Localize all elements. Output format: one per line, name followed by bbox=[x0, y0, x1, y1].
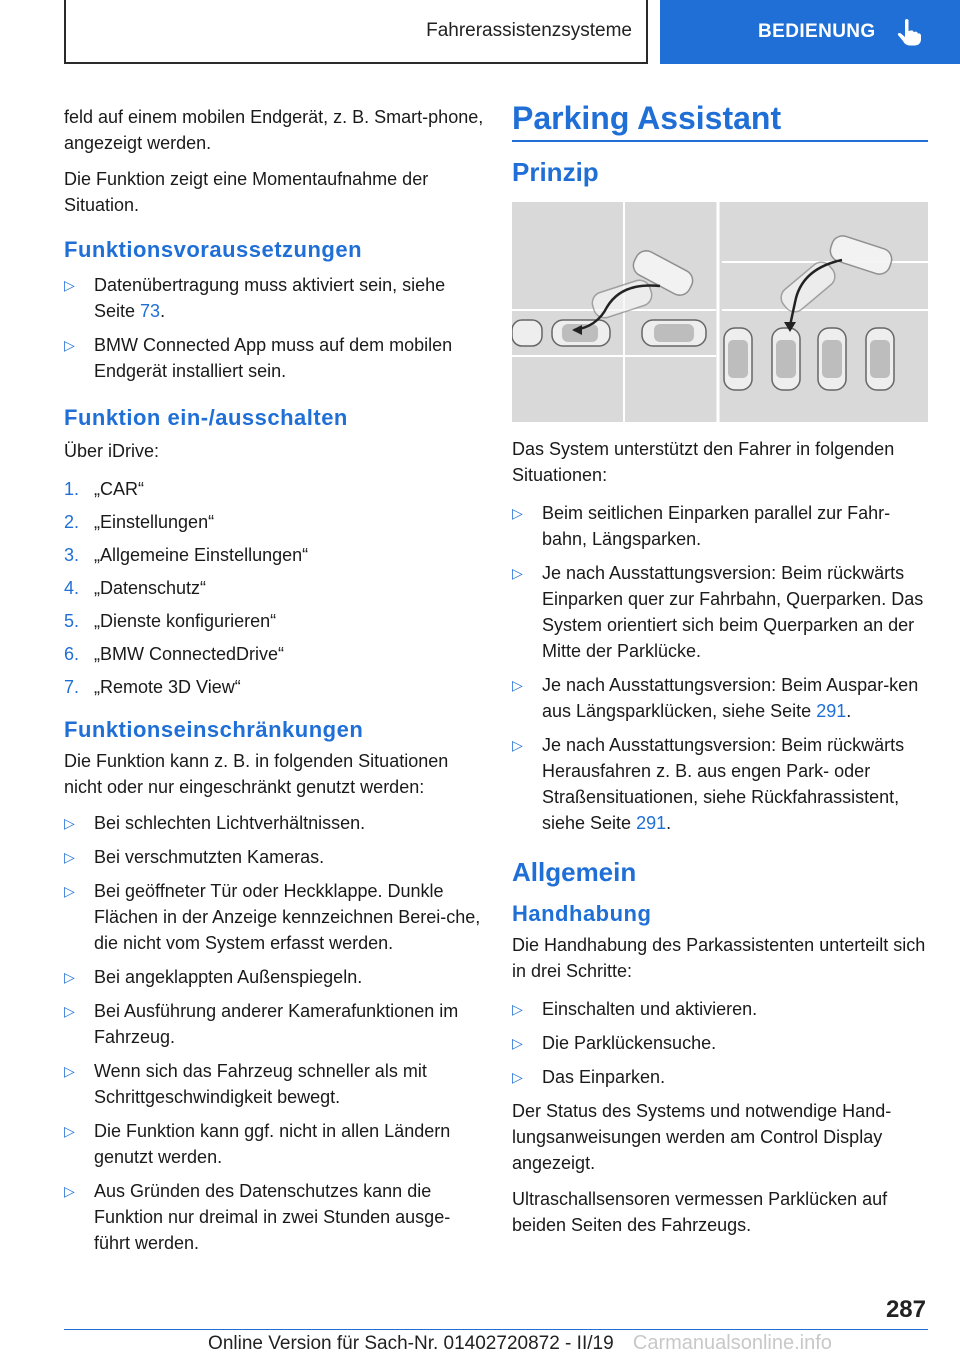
step-text: „Dienste konfigurieren“ bbox=[94, 611, 277, 631]
list-item bbox=[512, 996, 928, 1022]
intro-paragraph-1: feld auf einem mobilen Endgerät, z. B. Smart‐phone, angezeigt werden. bbox=[64, 107, 484, 153]
list-item-text: Aus Gründen des Datenschutzes kann die Funktion nur dreimal in zwei Stunden ausge‐führt werden. bbox=[94, 1181, 451, 1253]
triangle-bullet-icon: ▷ bbox=[64, 969, 75, 985]
step-number: 7. bbox=[64, 677, 80, 697]
list-item-text: Bei verschmutzten Kameras. bbox=[94, 847, 325, 867]
step-item bbox=[64, 575, 484, 601]
list-item-punctuation: . bbox=[666, 813, 672, 833]
step-number: 6. bbox=[64, 644, 80, 664]
list-item bbox=[512, 672, 928, 724]
triangle-bullet-icon: ▷ bbox=[64, 1003, 75, 1019]
online-version-text: Online Version für Sach-Nr. 01402720872 - II/19 bbox=[208, 1333, 614, 1354]
list-item bbox=[64, 1178, 484, 1256]
handling-list bbox=[512, 996, 928, 1090]
list-item bbox=[64, 1118, 484, 1170]
list-item-text: Je nach Ausstattungsversion: Beim rückwärts Einparken quer zur Fahrbahn, Querparken. Das System orientiert sich beim Querparken an der Mitte der Parklücke. bbox=[542, 563, 924, 661]
pointing-hand-icon bbox=[896, 18, 922, 46]
list-item bbox=[64, 878, 484, 956]
triangle-bullet-icon: ▷ bbox=[512, 1069, 523, 1085]
title-rule bbox=[512, 98, 928, 142]
step-text: „Allgemeine Einstellungen“ bbox=[94, 545, 309, 565]
list-item bbox=[512, 732, 928, 836]
step-number: 3. bbox=[64, 545, 80, 565]
chapter-title: BEDIENUNG bbox=[758, 21, 876, 42]
list-item-text: Bei Ausführung anderer Kamerafunktionen im Fahrzeug. bbox=[94, 1001, 459, 1047]
step-text: „CAR“ bbox=[94, 479, 144, 499]
list-item bbox=[512, 1030, 928, 1056]
step-item bbox=[64, 476, 484, 502]
list-item bbox=[64, 810, 484, 836]
list-item-text: Je nach Ausstattungsversion: Beim Auspar‐ken aus Längsparklücken, siehe Seite bbox=[542, 675, 919, 721]
page-title: Parking Assistant bbox=[512, 100, 782, 136]
left-column bbox=[64, 104, 484, 1264]
page-reference-link[interactable]: 73 bbox=[140, 301, 161, 321]
car-parked-left-1 bbox=[512, 320, 542, 346]
triangle-bullet-icon: ▷ bbox=[512, 677, 523, 693]
running-header-section bbox=[64, 0, 648, 64]
handling-intro: Die Handhabung des Parkassistenten unterteilt sich in drei Schritte: bbox=[512, 935, 926, 981]
limitations-intro: Die Funktion kann z. B. in folgenden Situationen nicht oder nur eingeschränkt genutzt werden: bbox=[64, 751, 449, 797]
general-heading: Allgemein bbox=[512, 857, 637, 887]
list-item-text: Das Einparken. bbox=[542, 1067, 666, 1087]
triangle-bullet-icon: ▷ bbox=[512, 737, 523, 753]
triangle-bullet-icon: ▷ bbox=[512, 1001, 523, 1017]
step-item bbox=[64, 542, 484, 568]
step-item bbox=[64, 674, 484, 700]
list-item-punctuation: . bbox=[846, 701, 852, 721]
list-item-text: Die Funktion kann ggf. nicht in allen Ländern genutzt werden. bbox=[94, 1121, 451, 1167]
steps-list bbox=[64, 476, 484, 700]
watermark-text: Carmanualsonline.info bbox=[632, 1332, 832, 1354]
chapter-tab bbox=[660, 0, 960, 64]
list-item bbox=[64, 998, 484, 1050]
list-item-text: Bei schlechten Lichtverhältnissen. bbox=[94, 813, 366, 833]
step-item bbox=[64, 608, 484, 634]
principle-heading: Prinzip bbox=[512, 157, 599, 187]
sensors-paragraph: Ultraschallsensoren vermessen Parklücken auf beiden Seiten des Fahrzeugs. bbox=[512, 1189, 888, 1235]
requirements-list bbox=[64, 272, 484, 384]
list-item-punctuation: . bbox=[160, 301, 166, 321]
limitations-list bbox=[64, 810, 484, 1256]
list-item-text: Einschalten und aktivieren. bbox=[542, 999, 758, 1019]
list-item-text: Wenn sich das Fahrzeug schneller als mit Schrittgeschwindigkeit bewegt. bbox=[94, 1061, 427, 1107]
step-number: 4. bbox=[64, 578, 80, 598]
triangle-bullet-icon: ▷ bbox=[64, 849, 75, 865]
triangle-bullet-icon: ▷ bbox=[64, 1063, 75, 1079]
triangle-bullet-icon: ▷ bbox=[64, 277, 75, 293]
intro-paragraph-2: Die Funktion zeigt eine Momentaufnahme der Situation. bbox=[64, 169, 429, 215]
handling-heading: Handhabung bbox=[512, 901, 652, 926]
step-text: „Datenschutz“ bbox=[94, 578, 207, 598]
page-number: 287 bbox=[885, 1296, 926, 1323]
list-item-text: Beim seitlichen Einparken parallel zur Fahr‐bahn, Längsparken. bbox=[542, 503, 891, 549]
list-item bbox=[64, 332, 484, 384]
step-number: 5. bbox=[64, 611, 80, 631]
list-item bbox=[512, 1064, 928, 1090]
right-column bbox=[512, 100, 928, 1248]
triangle-bullet-icon: ▷ bbox=[512, 505, 523, 521]
step-item bbox=[64, 641, 484, 667]
list-item bbox=[64, 1058, 484, 1110]
page-reference-link[interactable]: 291 bbox=[636, 813, 667, 833]
list-item bbox=[64, 844, 484, 870]
triangle-bullet-icon: ▷ bbox=[64, 883, 75, 899]
step-number: 1. bbox=[64, 479, 80, 499]
list-item-text: Je nach Ausstattungsversion: Beim rückwärts Herausfahren z. B. aus engen Park- oder Straßensituationen, siehe Rückfahrassistent, siehe Seite bbox=[542, 735, 905, 833]
list-item-text: Die Parklückensuche. bbox=[542, 1033, 717, 1053]
step-text: „Einstellungen“ bbox=[94, 512, 215, 532]
parking-illustration bbox=[512, 202, 928, 422]
step-item bbox=[64, 509, 484, 535]
list-item-text: Datenübertragung muss aktiviert sein, siehe Seite bbox=[94, 275, 446, 321]
list-item bbox=[512, 500, 928, 552]
step-text: „BMW ConnectedDrive“ bbox=[94, 644, 285, 664]
triangle-bullet-icon: ▷ bbox=[64, 337, 75, 353]
triangle-bullet-icon: ▷ bbox=[64, 1123, 75, 1139]
page-reference-link[interactable]: 291 bbox=[816, 701, 847, 721]
principle-list bbox=[512, 500, 928, 836]
limitations-heading: Funktionseinschränkungen bbox=[64, 717, 364, 742]
triangle-bullet-icon: ▷ bbox=[64, 815, 75, 831]
onoff-heading: Funktion ein-/ausschalten bbox=[64, 405, 348, 430]
list-item bbox=[512, 560, 928, 664]
triangle-bullet-icon: ▷ bbox=[64, 1183, 75, 1199]
list-item bbox=[64, 272, 484, 324]
list-item bbox=[64, 964, 484, 990]
list-item-text: BMW Connected App muss auf dem mobilen Endgerät installiert sein. bbox=[94, 335, 453, 381]
onoff-intro: Über iDrive: bbox=[64, 441, 160, 461]
triangle-bullet-icon: ▷ bbox=[512, 1035, 523, 1051]
car-parked-left-2 bbox=[642, 320, 706, 346]
section-title: Fahrerassistenzsysteme bbox=[426, 20, 632, 41]
step-number: 2. bbox=[64, 512, 80, 532]
footer-rule bbox=[64, 1329, 928, 1330]
list-item-text: Bei angeklappten Außenspiegeln. bbox=[94, 967, 363, 987]
triangle-bullet-icon: ▷ bbox=[512, 565, 523, 581]
footer bbox=[0, 1332, 960, 1355]
principle-intro: Das System unterstützt den Fahrer in folgenden Situationen: bbox=[512, 439, 895, 485]
status-paragraph: Der Status des Systems und notwendige Hand‐lungsanweisungen werden am Control Display angezeigt. bbox=[512, 1101, 892, 1173]
step-text: „Remote 3D View“ bbox=[94, 677, 241, 697]
requirements-heading: Funktionsvoraussetzungen bbox=[64, 237, 363, 262]
list-item-text: Bei geöffneter Tür oder Heckklappe. Dunkle Flächen in der Anzeige kennzeichnen Berei‐che, die nicht vom System erfasst werden. bbox=[94, 881, 481, 953]
